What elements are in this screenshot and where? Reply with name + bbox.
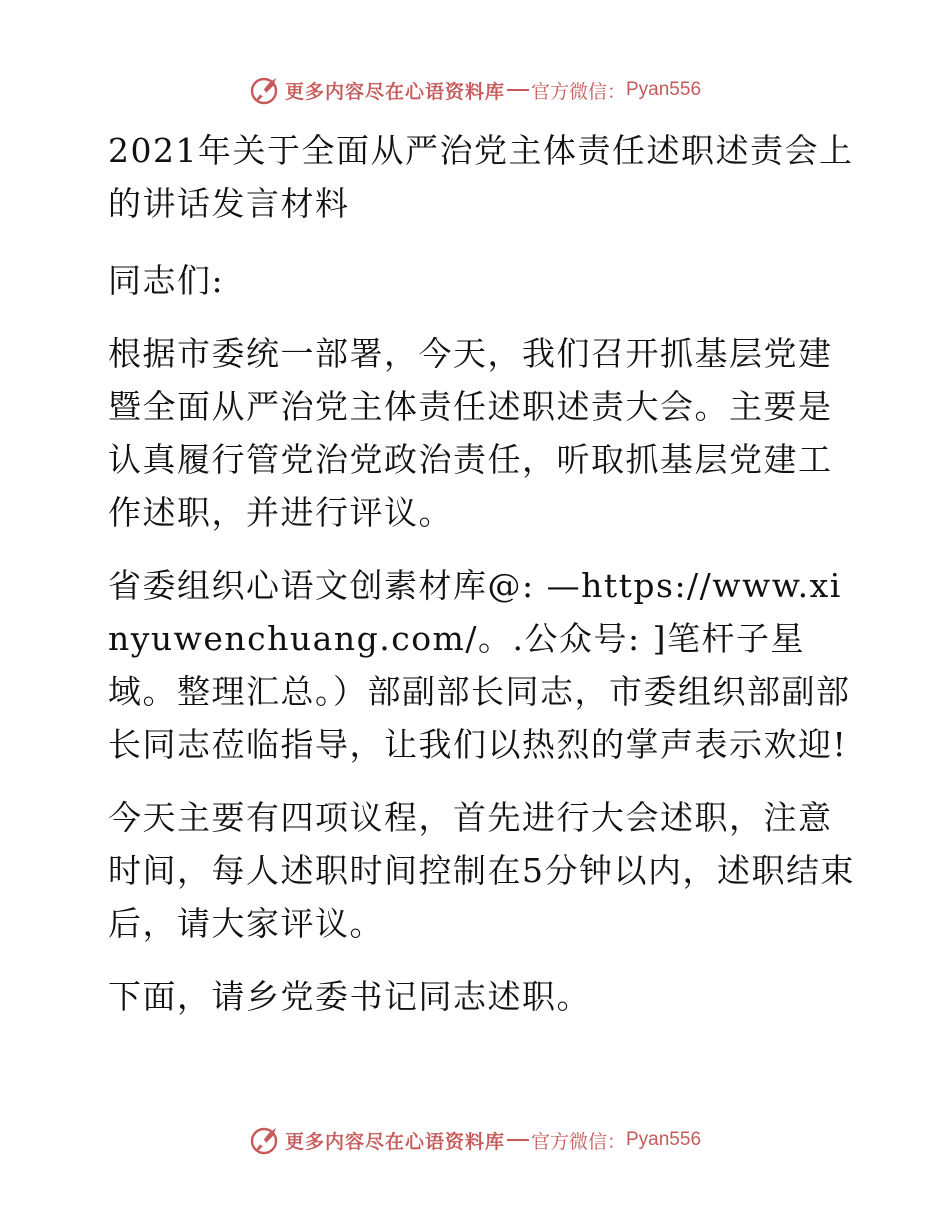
banner-dash	[507, 89, 529, 91]
paragraph-greeting: 同志们:	[108, 261, 225, 300]
banner-dash	[507, 1139, 529, 1141]
paragraph-welcome: 省委组织心语文创素材库@: —https://www.xinyuwenchuang.com/。.公众号: ]笔杆子星域。整理汇总。）部副部长同志，市委组织部副部长同志莅临指导，让我们以热烈的掌声表示欢迎!	[108, 566, 851, 764]
footer-banner	[0, 1120, 950, 1160]
document-body	[98, 124, 858, 1043]
banner-brand: 更多内容尽在心语资料库	[284, 1130, 505, 1153]
paragraph-agenda: 今天主要有四项议程，首先进行大会述职，注意时间，每人述职时间控制在5分钟以内，述职结束后，请大家评议。	[108, 798, 855, 943]
banner-wechat-label: 官方微信：	[530, 1130, 626, 1153]
quill-logo-icon	[249, 74, 281, 106]
paragraph-next: 下面，请乡党委书记同志述职。	[108, 977, 591, 1016]
banner-wechat-label: 官方微信：	[530, 80, 626, 103]
document-title: 2021年关于全面从严治党主体责任述职述责会上的讲话发言材料	[108, 131, 854, 223]
paragraph-intro: 根据市委统一部署，今天，我们召开抓基层党建暨全面从严治党主体责任述职述责大会。主要是认真履行管党治党政治责任，听取抓基层党建工作述职，并进行评议。	[108, 334, 833, 532]
quill-logo-icon	[249, 1124, 281, 1156]
header-banner	[0, 70, 950, 110]
banner-brand: 更多内容尽在心语资料库	[284, 80, 505, 103]
banner-wechat-handle: Pyan556	[626, 79, 702, 100]
banner-wechat-handle: Pyan556	[626, 1129, 702, 1150]
